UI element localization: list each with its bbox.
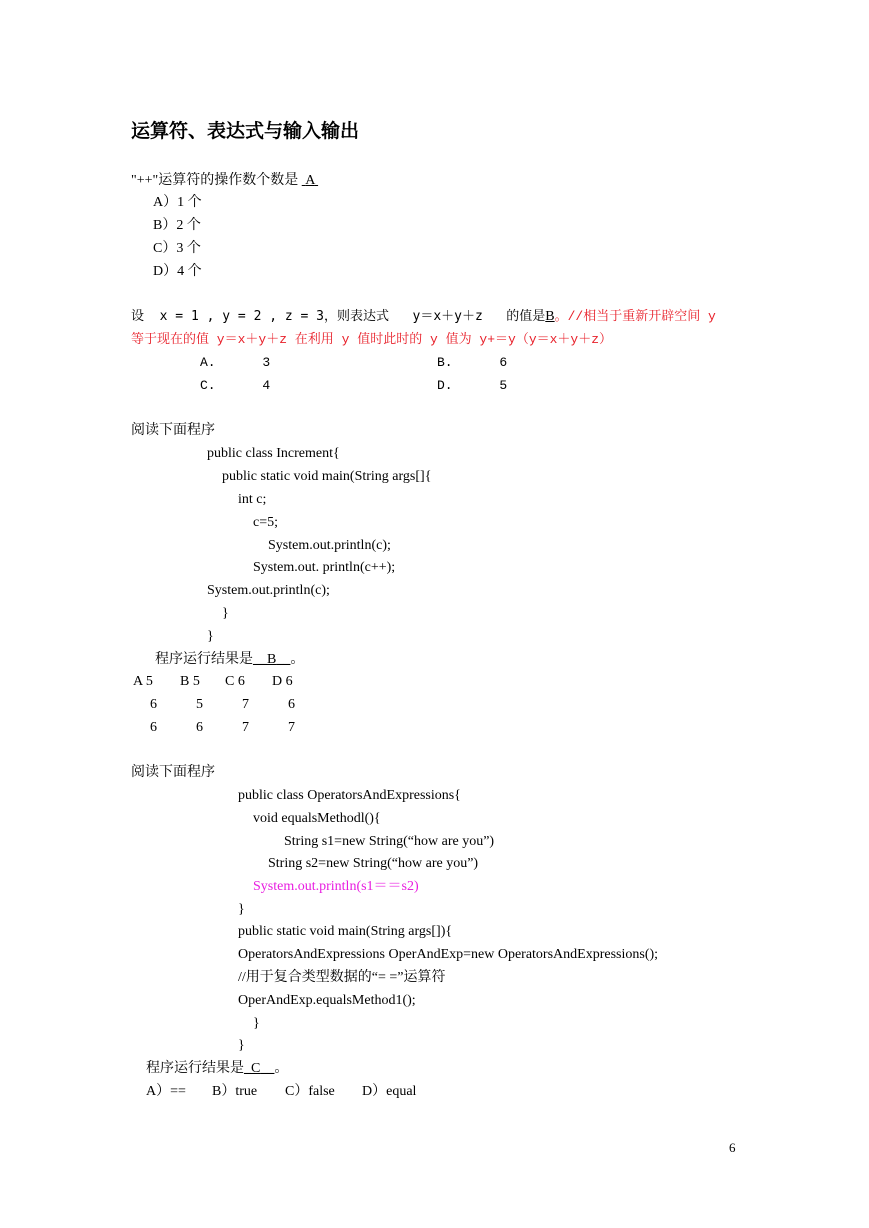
code-line: public class OperatorsAndExpressions{: [238, 788, 461, 803]
question-3-option-value: 6: [288, 697, 295, 712]
question-3-option-value: 5: [196, 697, 203, 712]
question-4-option-b: B）true: [212, 1084, 258, 1099]
question-2-option-d: D. 5: [437, 378, 508, 393]
question-3-option-value: 7: [242, 720, 249, 735]
question-3-option-value: 6: [150, 720, 157, 735]
code-line: public static void main(String args[]){: [238, 924, 453, 939]
question-2-note-1: 。//相当于重新开辟空间 y: [554, 309, 716, 324]
code-line: OperAndExp.equalsMethod1();: [238, 993, 416, 1008]
question-4-option-a: A）==: [146, 1084, 186, 1099]
question-2-stem: [131, 308, 716, 326]
question-4-result: 程序运行结果是_C__。: [146, 1061, 289, 1076]
code-line: }: [238, 902, 245, 917]
question-1-text: "++"运算符的操作数个数是: [131, 173, 299, 188]
question-1-option-c: C）3 个: [153, 241, 201, 256]
code-comment: //用于复合类型数据的“= =”运算符: [238, 970, 446, 985]
page-number: 6: [729, 1140, 736, 1155]
code-line: System.out.println(c);: [207, 583, 330, 598]
question-3-option-value: 7: [242, 697, 249, 712]
code-line: public class Increment{: [207, 446, 340, 461]
question-4-option-d: D）equal: [362, 1084, 417, 1099]
question-1-option-b: B）2 个: [153, 218, 201, 233]
question-3-result: 程序运行结果是__B__。: [155, 652, 305, 667]
question-2-note-2: 等于现在的值 y＝x＋y＋z 在利用 y 值时此时的 y 值为 y+＝y（y＝x＋y＋z）: [131, 332, 613, 347]
question-1-option-a: A）1 个: [153, 195, 202, 210]
question-2-answer: B: [545, 309, 555, 324]
section-title: 运算符、表达式与输入输出: [131, 120, 360, 142]
code-line: OperatorsAndExpressions OperAndExp=new OperatorsAndExpressions();: [238, 947, 659, 962]
question-2-option-a: A. 3: [200, 355, 271, 370]
question-3-option-c-head: C 6: [225, 674, 245, 689]
question-3-option-value: 7: [288, 720, 295, 735]
code-line: System.out. println(c++);: [253, 560, 396, 575]
code-line: void equalsMethodl(){: [253, 811, 381, 826]
question-3-option-b-head: B 5: [180, 674, 200, 689]
code-line: }: [207, 629, 214, 644]
question-1-stem: [131, 172, 318, 190]
question-4-answer: _C__: [244, 1061, 275, 1076]
question-3-option-d-head: D 6: [272, 674, 293, 689]
code-line: System.out.println(c);: [268, 538, 391, 553]
code-line: c=5;: [253, 515, 278, 530]
question-3-option-value: 6: [196, 720, 203, 735]
question-1-option-d: D）4 个: [153, 264, 202, 279]
code-line: String s1=new String(“how are you”): [284, 834, 495, 849]
question-2-option-c: C. 4: [200, 378, 271, 393]
code-line-highlighted: System.out.println(s1＝＝s2): [253, 879, 419, 894]
question-2-text: 设 x = 1 , y = 2 , z = 3，则表达式 y＝x＋y＋z 的值是: [131, 309, 546, 324]
question-3-option-value: 6: [150, 697, 157, 712]
code-line: }: [238, 1038, 245, 1053]
question-3-heading: 阅读下面程序: [131, 423, 215, 438]
question-3-option-a-head: A 5: [133, 674, 153, 689]
question-1-answer: A: [305, 173, 315, 188]
code-line: }: [253, 1016, 260, 1031]
code-line: public static void main(String args[]{: [222, 469, 432, 484]
question-4-heading: 阅读下面程序: [131, 765, 215, 780]
code-line: String s2=new String(“how are you”): [268, 856, 479, 871]
question-2-option-b: B. 6: [437, 355, 508, 370]
code-line: }: [222, 606, 229, 621]
code-line: int c;: [238, 492, 267, 507]
question-3-answer: __B__: [253, 652, 291, 667]
question-4-option-c: C）false: [285, 1084, 335, 1099]
